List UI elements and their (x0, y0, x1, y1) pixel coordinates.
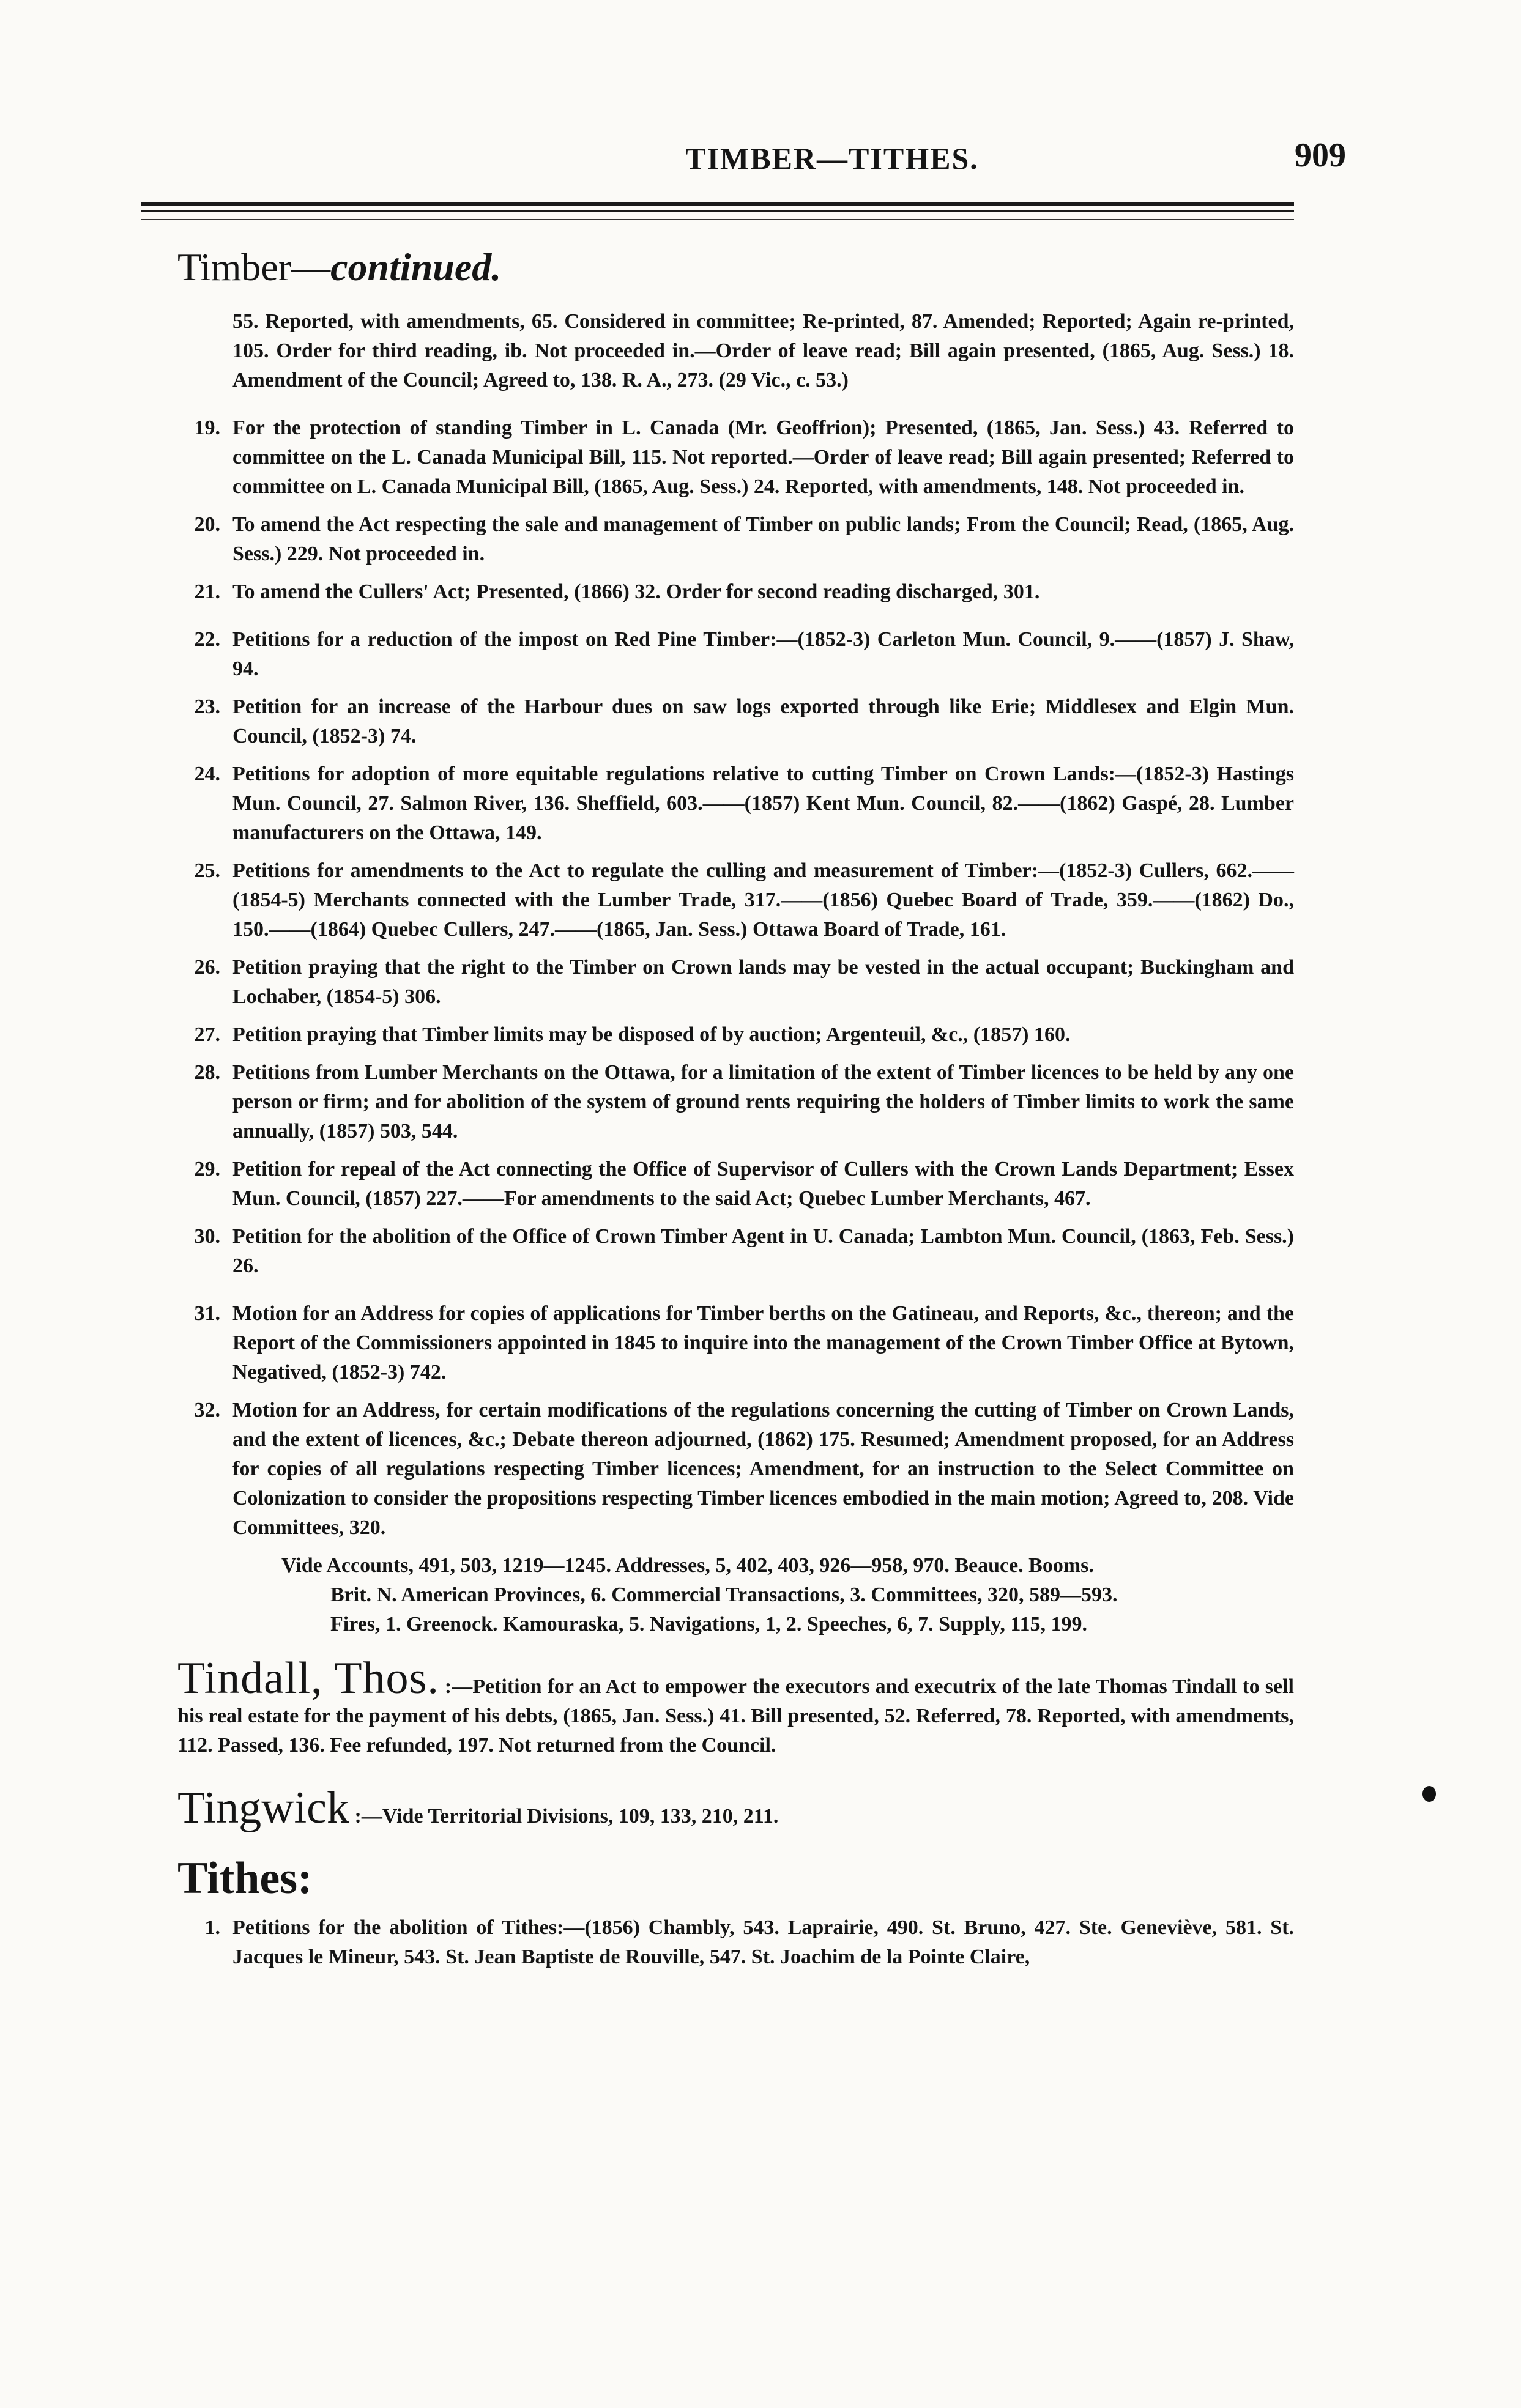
index-entry (153, 625, 1294, 684)
index-entry (153, 1155, 1294, 1213)
page-title: TIMBER—TITHES. (685, 141, 979, 176)
entry-text: To amend the Cullers' Act; Presented, (1866) 32. Order for second reading discharged, 301. (232, 580, 1040, 603)
section-heading-timber (177, 245, 1294, 290)
entry-text: Petitions for amendments to the Act to regulate the culling and measurement of Timber:—(1852-3) Cullers, 662.——(1854-5) Merchants connected with the Lumber Trade, 317.——(1856) Quebec Board of Trade, 359.——(1862) Do., 150.——(1864) Quebec Cullers, 247.——(1865, Jan. Sess.) Ottawa Board of Trade, 161. (232, 859, 1294, 941)
entry-text: Petition for an increase of the Harbour dues on saw logs exported through like Erie; Middlesex and Elgin Mun. Council, (1852-3) 74. (232, 695, 1294, 747)
entry-number: 29. (194, 1158, 220, 1180)
entry-text: Motion for an Address, for certain modifications of the regulations concerning the cutting of Timber on Crown Lands, and the extent of licences, &c.; Debate thereon adjourned, (1862) 175. Resumed; Amendment proposed, for an Address for copies of all regulations respecting Timber licences; Amendment, for an instruction to the Select Committee on Colonization to consider the propositions respecting Timber licences embodied in the main motion; Agreed to, 208. Vide Committees, 320. (232, 1399, 1294, 1539)
entry-number: 20. (194, 513, 220, 536)
vide-line: Vide Accounts, 491, 503, 1219—1245. Addresses, 5, 402, 403, 926—958, 970. Beauce. Booms. (281, 1554, 1094, 1577)
vide-references (153, 1551, 1294, 1639)
entry-text: For the protection of standing Timber in L. Canada (Mr. Geoffrion); Presented, (1865, Jan. Sess.) 43. Referred to committee on the L. Canada Municipal Bill, 115. Not reported.—Order of leave read; Bill again presented; Referred to committee on L. Canada Municipal Bill, (1865, Aug. Sess.) 24. Reported, with amendments, 148. Not proceeded in. (232, 417, 1294, 498)
entry-number: 1. (204, 1916, 220, 1939)
entry-text: Petitions from Lumber Merchants on the Ottawa, for a limitation of the extent of Timber licences to be held by any one person or firm; and for abolition of the system of ground rents requiring the holders of Timber limits to work the same annually, (1857) 503, 544. (232, 1061, 1294, 1143)
entry-text: Petition for the abolition of the Office of Crown Timber Agent in U. Canada; Lambton Mun. Council, (1863, Feb. Sess.) 26. (232, 1225, 1294, 1277)
entry-number: 19. (194, 417, 220, 439)
entry-text: Petitions for a reduction of the impost on Red Pine Timber:—(1852-3) Carleton Mun. Council, 9.——(1857) J. Shaw, 94. (232, 628, 1294, 680)
index-entry (153, 413, 1294, 502)
index-entry (153, 1299, 1294, 1387)
ink-spot (1422, 1786, 1436, 1802)
index-entry (153, 1913, 1294, 1972)
index-entry (153, 1222, 1294, 1281)
index-entry (153, 856, 1294, 944)
entry-text: Petition praying that the right to the Timber on Crown lands may be vested in the actual occupant; Buckingham and Lochaber, (1854-5) 306. (232, 956, 1294, 1008)
index-entry (153, 1396, 1294, 1543)
index-entry (153, 760, 1294, 848)
entry-text: :—Vide Territorial Divisions, 109, 133, 210, 211. (354, 1805, 779, 1828)
entry-number: 27. (194, 1023, 220, 1046)
entry-text: Petitions for the abolition of Tithes:—(1856) Chambly, 543. Laprairie, 490. St. Bruno, 427. Ste. Geneviève, 581. St. Jacques le Mineur, 543. St. Jean Baptiste de Rouville, 547. St. Joachim de la Pointe Claire, (232, 1916, 1294, 1968)
entry-number: 31. (194, 1302, 220, 1325)
section-heading-tithes: Tithes: (177, 1853, 313, 1903)
entry-text: Motion for an Address for copies of applications for Timber berths on the Gatineau, and Reports, &c., thereon; and the Report of the Commissioners appointed in 1845 to inquire into the management of the Crown Timber Office at Bytown, Negatived, (1852-3) 742. (232, 1302, 1294, 1384)
entry-number: 32. (194, 1399, 220, 1421)
index-content (153, 232, 1294, 1980)
entry-heading: Tindall, Thos. (177, 1653, 439, 1703)
entry-number: 24. (194, 763, 220, 785)
index-entry (153, 577, 1294, 607)
index-entry (153, 953, 1294, 1012)
index-entry (153, 692, 1294, 751)
header-rule-thin-2 (141, 219, 1294, 220)
entry-number: 25. (194, 859, 220, 882)
running-header (153, 136, 1346, 185)
entry-text: :—Petition for an Act to empower the executors and executrix of the late Thomas Tindall to sell his real estate for the payment of his debts, (1865, Jan. Sess.) 41. Bill presented, 52. Referred, 78. Reported, with amendments, 112. Passed, 136. Fee refunded, 197. Not returned from the Council. (177, 1675, 1295, 1757)
vide-line: Fires, 1. Greenock. Kamouraska, 5. Navigations, 1, 2. Speeches, 6, 7. Supply, 115, 199. (330, 1613, 1087, 1636)
entry-number: 28. (194, 1061, 220, 1084)
entry-text: Petitions for adoption of more equitable regulations relative to cutting Timber on Crown Lands:—(1852-3) Hastings Mun. Council, 27. Salmon River, 136. Sheffield, 603.——(1857) Kent Mun. Council, 82.——(1862) Gaspé, 28. Lumber manufacturers on the Ottawa, 149. (232, 763, 1294, 844)
index-entry (153, 307, 1294, 395)
index-entry (153, 1020, 1294, 1050)
entry-number: 30. (194, 1225, 220, 1248)
heading-text: Timber— (177, 245, 331, 289)
entry-number: 26. (194, 956, 220, 979)
entry-text: To amend the Act respecting the sale and management of Timber on public lands; From the Council; Read, (1865, Aug. Sess.) 229. Not proceeded in. (232, 513, 1294, 565)
vide-line: Brit. N. American Provinces, 6. Commercial Transactions, 3. Committees, 320, 589—593. (330, 1584, 1118, 1606)
index-entry (153, 510, 1294, 569)
entry-tingwick (177, 1782, 1294, 1834)
header-rule (141, 202, 1294, 206)
entry-number: 21. (194, 580, 220, 603)
page-number: 909 (1295, 136, 1346, 174)
header-rule-thin (141, 210, 1294, 212)
index-entry (153, 1058, 1294, 1146)
entry-text: Petition for repeal of the Act connecting the Office of Supervisor of Cullers with the Crown Lands Department; Essex Mun. Council, (1857) 227.——For amendments to the said Act; Quebec Lumber Merchants, 467. (232, 1158, 1294, 1210)
entry-text: Petition praying that Timber limits may be disposed of by auction; Argenteuil, &c., (1857) 160. (232, 1023, 1071, 1046)
entry-number: 23. (194, 695, 220, 718)
heading-continued: continued. (330, 245, 502, 289)
entry-heading: Tingwick (177, 1783, 350, 1833)
entry-number: 22. (194, 628, 220, 651)
entry-tindall (177, 1653, 1295, 1760)
entry-text: 55. Reported, with amendments, 65. Considered in committee; Re-printed, 87. Amended; Reported; Again re-printed, 105. Order for third reading, ib. Not proceeded in.—Order of leave read; Bill again presented, (1865, Aug. Sess.) 18. Amendment of the Council; Agreed to, 138. R. A., 273. (29 Vic., c. 53.) (232, 310, 1294, 391)
